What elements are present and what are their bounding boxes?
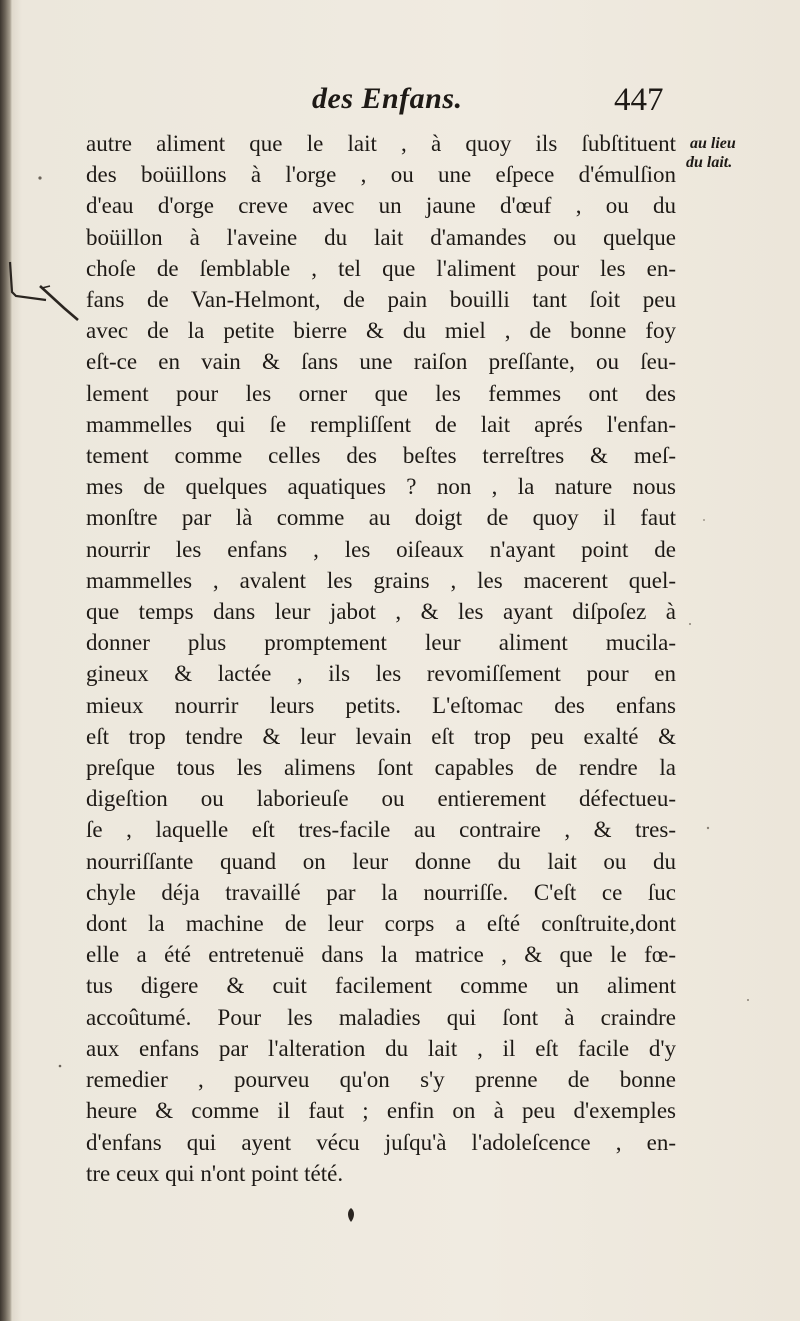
text-line: eſt-ce en vain & ſans une raiſon preſſante, ou ſeu- [86, 349, 676, 375]
text-line: nourrir les enfans , les oiſeaux n'ayant point de [86, 536, 676, 562]
text-line: des boüillons à l'orge , ou une eſpece d'émulſion [86, 162, 676, 188]
text-line: eſt trop tendre & leur levain eſt trop peu exalté & [86, 723, 676, 749]
margin-note-line-2: du lait. [686, 154, 733, 171]
text-line: autre aliment que le lait , à quoy ils ſubſtituent [86, 131, 676, 156]
text-line: d'eau d'orge creve avec un jaune d'œuf , ou du [86, 193, 676, 219]
text-line: choſe de ſemblable , tel que l'aliment pour les en- [86, 255, 676, 281]
text-line: dont la machine de leur corps a eſté conſtruite,dont [86, 911, 676, 937]
text-line: tus digere & cuit facilement comme un aliment [86, 973, 676, 999]
text-line: tement comme celles des beſtes terreſtres & meſ- [86, 443, 676, 469]
text-line: ſe , laquelle eſt tres-facile au contraire , & tres- [86, 817, 676, 843]
text-line: elle a été entretenuë dans la matrice , & que le fœ- [86, 942, 676, 968]
text-line: monſtre par là comme au doigt de quoy il faut [86, 505, 676, 531]
text-line-last: tre ceux qui n'ont point tété. [86, 1160, 344, 1186]
text-line: preſque tous les alimens ſont capables de rendre la [86, 755, 676, 781]
handwritten-bracket-mark [2, 256, 92, 326]
body-text [86, 128, 676, 1189]
text-line: avec de la petite bierre & du miel , de bonne foy [86, 318, 676, 344]
text-line: chyle déja travaillé par la nourriſſe. C'eſt ce ſuc [86, 879, 676, 905]
running-title: des Enfans. [312, 82, 463, 115]
text-line: mammelles qui ſe rempliſſent de lait aprés l'enfan- [86, 411, 676, 437]
text-line: boüillon à l'aveine du lait d'amandes ou quelque [86, 224, 676, 250]
ink-blot-mark [344, 1206, 358, 1224]
text-line: mammelles , avalent les grains , les macerent quel- [86, 567, 676, 593]
book-spine-shadow [0, 0, 12, 1321]
text-line: d'enfans qui ayent vécu juſqu'à l'adoleſcence , en- [86, 1129, 676, 1155]
margin-note [686, 134, 770, 172]
text-line: mes de quelques aquatiques ? non , la nature nous [86, 474, 676, 500]
text-line: nourriſſante quand on leur donne du lait ou du [86, 848, 676, 874]
text-line: lement pour les orner que les femmes ont des [86, 380, 676, 406]
text-line: gineux & lactée , ils les revomiſſement pour en [86, 661, 676, 687]
text-line: accoûtumé. Pour les maladies qui ſont à craindre [86, 1004, 676, 1030]
text-line: remedier , pourveu qu'on s'y prenne de bonne [86, 1067, 676, 1093]
margin-note-line-1: au lieu [690, 135, 736, 152]
text-line: heure & comme il faut ; enfin on à peu d'exemples [86, 1098, 676, 1124]
text-line: donner plus promptement leur aliment mucila- [86, 630, 676, 656]
text-line: fans de Van-Helmont, de pain bouilli tant ſoit peu [86, 287, 676, 313]
text-line: que temps dans leur jabot , & les ayant diſpoſez à [86, 599, 676, 625]
page-number: 447 [614, 82, 664, 118]
text-line: aux enfans par l'alteration du lait , il eſt facile d'y [86, 1035, 676, 1061]
page-header [0, 78, 800, 128]
text-line: mieux nourrir leurs petits. L'eſtomac des enfans [86, 692, 676, 718]
text-line: digeſtion ou laborieuſe ou entierement défectueu- [86, 786, 676, 812]
